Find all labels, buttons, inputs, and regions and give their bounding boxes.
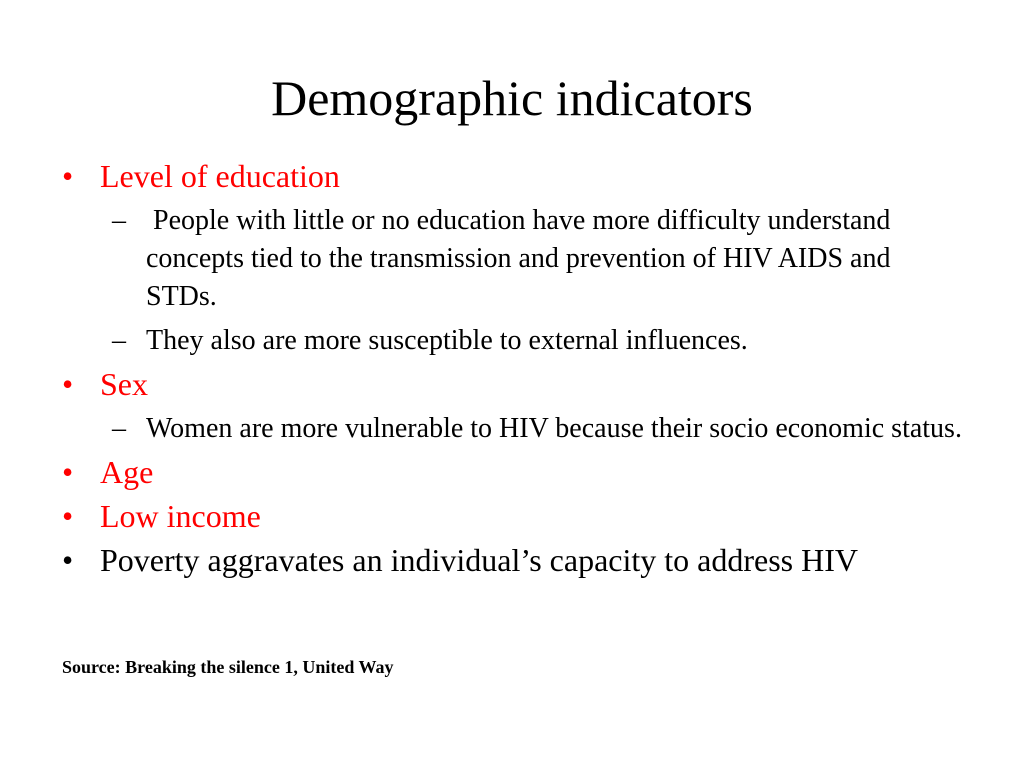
bullet-item-level-of-education <box>62 156 962 196</box>
slide-title: Demographic indicators <box>271 70 753 126</box>
bullet-text: Poverty aggravates an individual’s capacity to address HIV <box>100 542 858 578</box>
bullet-icon: • <box>62 158 74 194</box>
bullet-list <box>62 152 962 580</box>
bullet-text: Low income <box>100 498 261 534</box>
bullet-item-poverty <box>62 540 962 580</box>
sub-bullet-text: People with little or no education have more difficulty understand concepts tied to the transmission and prevention of HIV AIDS and STDs. <box>146 205 898 312</box>
bullet-icon: • <box>62 454 74 490</box>
bullet-icon: • <box>62 498 74 534</box>
sub-bullet-item <box>62 410 962 448</box>
bullet-text: Level of education <box>100 158 340 194</box>
bullet-icon: • <box>62 366 74 402</box>
dash-icon: – <box>112 205 126 236</box>
bullet-item-sex <box>62 364 962 404</box>
source-citation: Source: Breaking the silence 1, United Way <box>62 657 394 677</box>
dash-icon: – <box>112 325 126 356</box>
sub-bullet-text: Women are more vulnerable to HIV because their socio economic status. <box>146 413 962 444</box>
sub-bullet-text: They also are more susceptible to external influences. <box>146 325 748 356</box>
sub-bullet-item <box>62 322 962 360</box>
dash-icon: – <box>112 413 126 444</box>
bullet-item-low-income <box>62 496 962 536</box>
bullet-text: Sex <box>100 366 148 402</box>
sub-bullet-item <box>62 202 962 316</box>
bullet-icon: • <box>62 542 74 578</box>
bullet-item-age <box>62 452 962 492</box>
bullet-text: Age <box>100 454 154 490</box>
